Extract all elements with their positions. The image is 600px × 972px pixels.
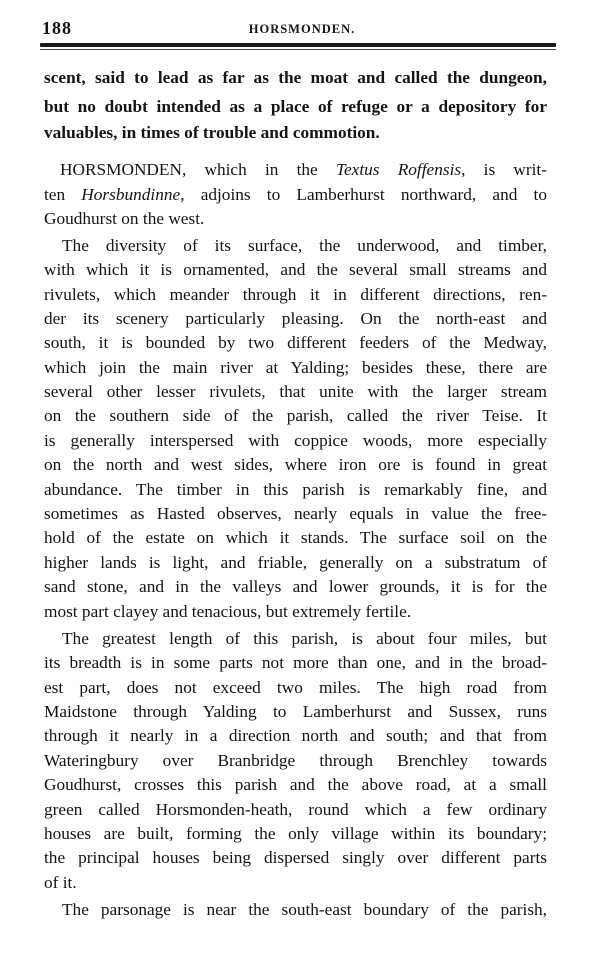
text-line: sand stone, and in the valleys and lower grounds, it is for the <box>44 577 547 596</box>
text-line: The greatest length of this parish, is about four miles, but <box>62 629 547 648</box>
text-line: Wateringbury over Branbridge through Brenchley towards <box>44 751 547 770</box>
text-line: der its scenery particularly pleasing. On the north-east and <box>44 309 547 328</box>
text-line: abundance. The timber in this parish is remarkably fine, and <box>44 480 547 499</box>
text-line: sometimes as Hasted observes, nearly equals in value the free- <box>44 504 547 523</box>
text-line: HORSMONDEN, which in the Textus Roffensis, is writ- <box>60 160 547 179</box>
text-line: most part clayey and tenacious, but extremely fertile. <box>44 602 412 621</box>
text-line: The diversity of its surface, the underwood, and timber, <box>62 236 547 255</box>
text-line: south, it is bounded by two different feeders of the Medway, <box>44 333 547 352</box>
text-line: is generally interspersed with coppice woods, more especially <box>44 431 547 450</box>
text-line: Goudhurst on the west. <box>44 209 205 228</box>
text-line: through it nearly in a direction north and south; and that from <box>44 726 547 745</box>
text-line: the principal houses being dispersed singly over different parts <box>44 848 547 867</box>
text-line: several other lesser rivulets, that unite with the larger stream <box>44 382 547 401</box>
text-line: houses are built, forming the only village within its boundary; <box>44 824 547 843</box>
text-line: but no doubt intended as a place of refuge or a depository for <box>44 97 547 116</box>
text-line: higher lands is light, and friable, generally on a substratum of <box>44 553 547 572</box>
page-header <box>42 12 562 40</box>
text-line: Maidstone through Yalding to Lamberhurst and Sussex, runs <box>44 702 547 721</box>
text-line: rivulets, which meander through it in different directions, ren- <box>44 285 547 304</box>
text-line: on the southern side of the parish, called the river Teise. It <box>44 406 547 425</box>
running-head: HORSMONDEN. <box>248 22 356 36</box>
text-line: its breadth is in some parts not more than one, and in the broad- <box>44 653 547 672</box>
text-line: which join the main river at Yalding; besides these, there are <box>44 358 547 377</box>
text-line: ten Horsbundinne, adjoins to Lamberhurst northward, and to <box>44 185 547 204</box>
text-line: valuables, in times of trouble and commotion. <box>44 123 380 142</box>
text-line: Goudhurst, crosses this parish and the above road, at a small <box>44 775 547 794</box>
text-line: of it. <box>44 873 77 892</box>
page-number: 188 <box>42 18 72 38</box>
header-rule-thin <box>40 49 556 50</box>
text-line: green called Horsmonden-heath, round which a few ordinary <box>44 800 547 819</box>
header-rule <box>40 43 556 47</box>
text-line: est part, does not exceed two miles. The high road from <box>44 678 547 697</box>
text-line: The parsonage is near the south-east boundary of the parish, <box>62 900 547 919</box>
text-line: hold of the estate on which it stands. The surface soil on the <box>44 528 547 547</box>
text-line: on the north and west sides, where iron ore is found in great <box>44 455 547 474</box>
text-line: with which it is ornamented, and the several small streams and <box>44 260 547 279</box>
text-line: scent, said to lead as far as the moat and called the dungeon, <box>44 68 547 87</box>
